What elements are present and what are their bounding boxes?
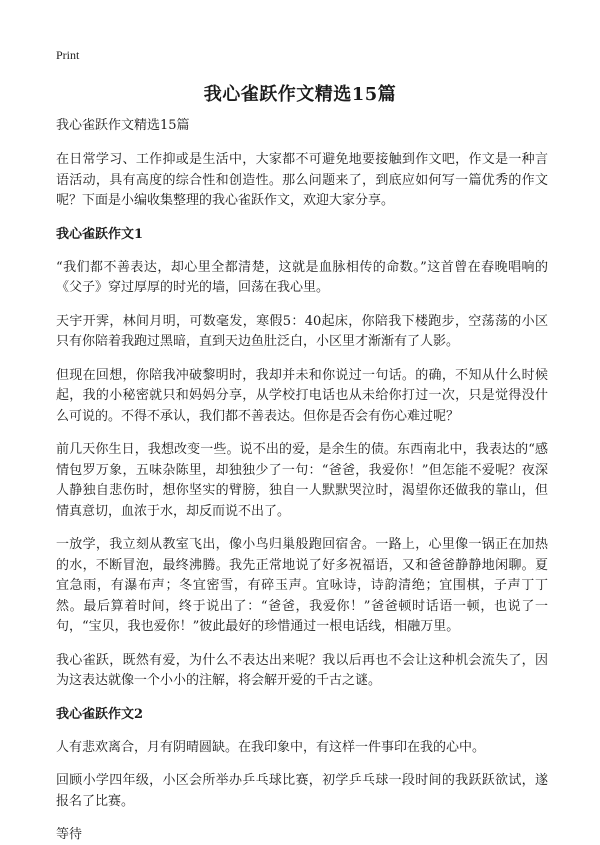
section-heading-2: 我心雀跃作文2: [56, 706, 144, 722]
section-1-paragraph-6: 我心雀跃，既然有爱，为什么不表达出来呢？我以后再也不会让这种机会流失了，因为这表达就像一个小小的注解，将会解开爱的千古之谜。: [56, 652, 548, 688]
section-1-paragraph-5: 一放学，我立刻从教室飞出，像小鸟归巢般跑回宿舍。一路上，心里像一锅正在加热的水，不断冒泡，最终沸腾。我先正常地说了好多祝福语，又和爸爸静静地闲聊。夏宜急雨，有瀑布声；冬宜密雪，有碎玉声。宜咏诗，诗韵清绝；宜围棋，子声丁丁然。最后算着时间，终于说出了：“爸爸，我爱你！”爸爸顿时话语一顿，也说了一句，“宝贝，我也爱你！”彼此最好的珍惜通过一根电话线，相融万里。: [56, 537, 548, 634]
section-1-paragraph-1: “我们都不善表达，却心里全都清楚，这就是血脉相传的命数。”这首曾在春晚唱响的《父子》穿过厚厚的时光的墙，回荡在我心里。: [56, 259, 548, 295]
document-subtitle: 我心雀跃作文精选15篇: [56, 118, 190, 133]
section-1-paragraph-4: 前几天你生日，我想改变一些。说不出的爱，是余生的债。东西南北中，我表达的“感情包罗万象，五味杂陈里，却独独少了一句：“爸爸，我爱你！”但怎能不爱呢？夜深人静独自悲伤时，想你坚实的臂膀，独自一人默默哭泣时，渴望你还做我的靠山，但情真意切，血浓于水，却反而说不出了。: [56, 442, 548, 519]
section-2-paragraph-2: 回顾小学四年级，小区会所举办乒乓球比赛，初学乒乓球一段时间的我跃跃欲试，遂报名了比赛。: [56, 773, 548, 809]
section-1-paragraph-3: 但现在回想，你陪我冲破黎明时，我却并未和你说过一句话。的确，不知从什么时候起，我的小秘密就只和妈妈分享，从学校打电话也从未给你打过一次，只是觉得没什么可说的。不得不承认，我们都不善表达。但你是否会有伤心难过呢？: [56, 367, 548, 424]
intro-paragraph: 在日常学习、工作抑或是生活中，大家都不可避免地要接触到作文吧，作文是一种言语活动，具有高度的综合性和创造性。那么问题来了，到底应如何写一篇优秀的作文呢？下面是小编收集整理的我心雀跃作文，欢迎大家分享。: [56, 152, 548, 208]
trailing-text: 等待: [56, 827, 83, 842]
section-1-paragraph-2: 天宇开霁，林间月明，可数毫发，寒假5：40起床，你陪我下楼跑步，空荡荡的小区只有你陪着我跑过黑暗，直到天边鱼肚泛白，小区里才渐渐有了人影。: [56, 313, 548, 349]
document-body: [56, 116, 548, 845]
page-title: 我心雀跃作文精选15篇: [203, 84, 397, 105]
print-link[interactable]: Print: [56, 48, 80, 62]
section-heading-1: 我心雀跃作文1: [56, 226, 144, 242]
section-2-paragraph-1: 人有悲欢离合，月有阴晴圆缺。在我印象中，有这样一件事印在我的心中。: [56, 739, 486, 755]
